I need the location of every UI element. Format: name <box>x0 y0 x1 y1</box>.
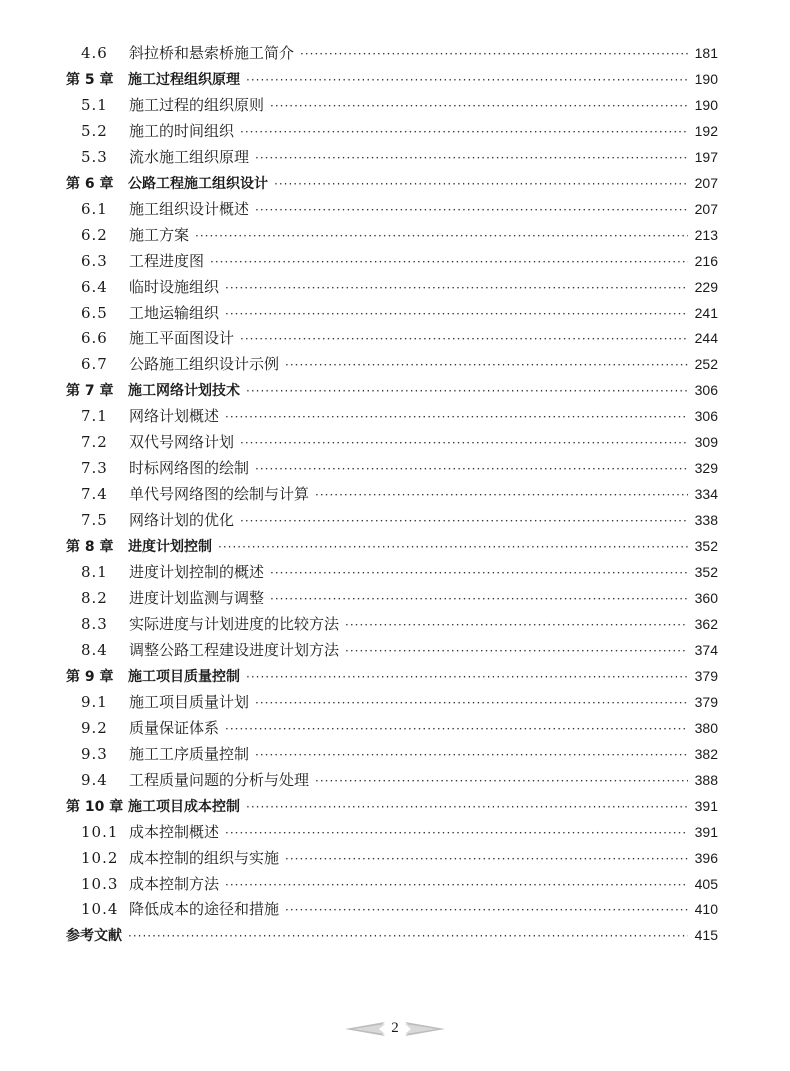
toc-entry-page: 244 <box>694 330 718 347</box>
toc-entry-page: 306 <box>694 408 718 425</box>
dot-leader <box>195 224 688 250</box>
toc-section-entry[interactable] <box>66 249 718 275</box>
toc-section-entry[interactable] <box>66 768 718 794</box>
toc-entry-number: 7.2 <box>81 433 108 452</box>
toc-section-entry[interactable] <box>66 404 718 430</box>
toc-entry-page: 181 <box>694 45 718 61</box>
toc-entry-number: 第 8 章 <box>66 539 114 556</box>
toc-entry-number: 4.6 <box>81 44 108 62</box>
toc-entry-title: 参考文献 <box>66 928 122 945</box>
toc-chapter-entry[interactable] <box>66 794 718 820</box>
toc-entry-number: 5.2 <box>81 121 108 140</box>
toc-section-entry[interactable] <box>66 612 718 638</box>
page-number: 2 <box>391 1020 399 1036</box>
toc-entry-title: 工地运输组织 <box>129 303 220 322</box>
toc-entry-number: 9.4 <box>81 770 108 789</box>
toc-entry-page: 190 <box>694 96 718 113</box>
toc-section-entry[interactable] <box>66 326 718 352</box>
toc-section-entry[interactable] <box>66 820 718 846</box>
toc-section-entry[interactable] <box>66 301 718 327</box>
toc-chapter-entry[interactable] <box>66 171 718 197</box>
dot-leader <box>246 379 688 405</box>
toc-entry-number: 7.4 <box>81 485 108 504</box>
toc-entry-title: 进度计划监测与调整 <box>129 589 265 608</box>
toc-entry-title: 成本控制方法 <box>129 874 220 893</box>
toc-entry-number: 第 6 章 <box>66 175 114 192</box>
toc-entry-number: 9.2 <box>81 718 108 737</box>
dot-leader <box>285 353 688 379</box>
toc-entry-number: 7.3 <box>81 459 108 478</box>
toc-entry-number: 10.3 <box>81 874 119 893</box>
toc-entry-number: 10.2 <box>81 848 119 867</box>
toc-entry-page: 380 <box>694 719 718 736</box>
toc-entry-title: 网络计划概述 <box>129 407 220 426</box>
toc-entry-title: 进度计划控制的概述 <box>129 563 265 582</box>
dot-leader <box>270 587 688 613</box>
toc-entry-title: 工程质量问题的分析与处理 <box>129 770 310 789</box>
toc-entry-page: 410 <box>694 901 718 918</box>
toc-entry-page: 306 <box>694 382 718 399</box>
toc-entry-page: 309 <box>694 434 718 451</box>
toc-entry-title: 临时设施组织 <box>129 277 220 296</box>
toc-entry-page: 415 <box>694 927 718 944</box>
toc-entry-title: 成本控制概述 <box>129 822 220 841</box>
toc-section-entry[interactable] <box>66 560 718 586</box>
toc-section-entry[interactable] <box>66 456 718 482</box>
page-footer <box>0 1020 790 1037</box>
toc-entry-title: 施工项目质量计划 <box>129 692 250 711</box>
dot-leader <box>240 327 688 353</box>
toc-entry-page: 190 <box>694 70 718 87</box>
toc-chapter-entry[interactable] <box>66 378 718 404</box>
dot-leader <box>255 457 688 483</box>
dot-leader <box>246 795 688 821</box>
dot-leader <box>270 561 688 587</box>
toc-section-entry[interactable] <box>66 275 718 301</box>
toc-entry-number: 9.1 <box>81 692 108 711</box>
toc-entry-number: 10.1 <box>81 822 119 841</box>
table-of-contents <box>66 41 718 949</box>
toc-entry-number: 9.3 <box>81 744 108 763</box>
toc-entry-page: 396 <box>694 849 718 866</box>
toc-entry-page: 352 <box>694 538 718 555</box>
toc-entry-number: 6.2 <box>81 225 108 244</box>
toc-entry-number: 8.3 <box>81 614 108 633</box>
toc-section-entry[interactable] <box>66 430 718 456</box>
toc-entry-number: 第 10 章 <box>66 798 124 815</box>
toc-entry-number: 8.2 <box>81 589 108 608</box>
toc-entry-page: 391 <box>694 823 718 840</box>
toc-entry-number: 6.4 <box>81 277 108 296</box>
toc-entry-page: 362 <box>694 615 718 632</box>
dot-leader <box>315 769 688 795</box>
toc-section-entry[interactable] <box>66 93 718 119</box>
toc-section-entry[interactable] <box>66 508 718 534</box>
toc-entry-page: 405 <box>694 875 718 892</box>
dot-leader <box>255 691 688 717</box>
toc-entry-page: 197 <box>694 148 718 165</box>
toc-entry-page: 388 <box>694 771 718 788</box>
toc-entry-title: 工程进度图 <box>129 251 205 270</box>
toc-entry-number: 6.3 <box>81 251 108 270</box>
toc-section-entry[interactable] <box>66 223 718 249</box>
toc-entry-number: 8.1 <box>81 563 108 582</box>
dot-leader <box>240 120 688 146</box>
dot-leader <box>285 898 688 924</box>
toc-entry-page: 391 <box>694 797 718 814</box>
dot-leader <box>255 198 688 224</box>
dot-leader <box>315 483 688 509</box>
toc-entry-number: 5.1 <box>81 95 108 114</box>
dot-leader <box>128 924 688 950</box>
toc-entry-page: 216 <box>694 252 718 269</box>
dot-leader <box>285 847 688 873</box>
toc-entry-title: 双代号网络计划 <box>129 433 235 452</box>
toc-section-entry[interactable] <box>66 197 718 223</box>
toc-entry-title: 公路工程施工组织设计 <box>128 175 268 192</box>
toc-entry-title: 施工平面图设计 <box>129 329 235 348</box>
toc-section-entry[interactable] <box>66 119 718 145</box>
toc-entry-title: 单代号网络图的绘制与计算 <box>129 485 310 504</box>
dot-leader <box>218 535 688 561</box>
toc-chapter-entry[interactable] <box>66 534 718 560</box>
toc-entry-number: 第 7 章 <box>66 383 114 400</box>
dot-leader <box>255 146 688 172</box>
toc-entry-title: 流水施工组织原理 <box>129 147 250 166</box>
toc-entry-title: 质量保证体系 <box>129 718 220 737</box>
toc-entry-page: 374 <box>694 641 718 658</box>
toc-entry-title: 进度计划控制 <box>128 539 212 556</box>
dot-leader <box>240 509 688 535</box>
dot-leader <box>225 873 688 899</box>
toc-entry-number: 6.1 <box>81 199 108 218</box>
dot-leader <box>270 94 688 120</box>
toc-entry-page: 192 <box>694 122 718 139</box>
toc-section-entry[interactable] <box>66 586 718 612</box>
right-arrow-ornament-icon <box>405 1022 445 1036</box>
toc-entry-title: 网络计划的优化 <box>129 511 235 530</box>
toc-section-entry[interactable] <box>66 872 718 898</box>
toc-entry-page: 334 <box>694 486 718 503</box>
dot-leader <box>345 613 688 639</box>
dot-leader <box>300 42 688 68</box>
toc-section-entry[interactable] <box>66 638 718 664</box>
toc-entry-number: 6.5 <box>81 303 108 322</box>
left-arrow-ornament-icon <box>345 1022 385 1036</box>
toc-entry-page: 352 <box>694 564 718 581</box>
toc-section-entry[interactable] <box>66 482 718 508</box>
toc-entry-number: 10.4 <box>81 900 119 919</box>
dot-leader <box>246 68 688 94</box>
toc-entry-page: 338 <box>694 512 718 529</box>
toc-entry-page: 241 <box>694 304 718 321</box>
toc-entry-page: 329 <box>694 460 718 477</box>
dot-leader <box>345 639 688 665</box>
toc-section-entry[interactable] <box>66 742 718 768</box>
dot-leader <box>240 431 688 457</box>
toc-entry-title: 调整公路工程建设进度计划方法 <box>129 640 340 659</box>
toc-entry-number: 7.5 <box>81 511 108 530</box>
toc-entry-page: 229 <box>694 278 718 295</box>
toc-chapter-entry[interactable] <box>66 664 718 690</box>
toc-section-entry[interactable] <box>66 145 718 171</box>
toc-entry-title: 斜拉桥和悬索桥施工简介 <box>129 44 295 62</box>
dot-leader <box>225 717 688 743</box>
toc-entry-page: 360 <box>694 590 718 607</box>
toc-entry-title: 施工工序质量控制 <box>129 744 250 763</box>
toc-entry-page: 207 <box>694 200 718 217</box>
toc-section-entry[interactable] <box>66 897 718 923</box>
dot-leader <box>225 821 688 847</box>
toc-entry-title: 实际进度与计划进度的比较方法 <box>129 614 340 633</box>
toc-entry-title: 公路施工组织设计示例 <box>129 355 280 374</box>
toc-entry-title: 施工过程组织原理 <box>128 71 240 88</box>
toc-entry-title: 施工的时间组织 <box>129 121 235 140</box>
toc-section-entry[interactable] <box>66 41 718 67</box>
toc-entry-title: 施工过程的组织原则 <box>129 95 265 114</box>
toc-entry-number: 5.3 <box>81 147 108 166</box>
toc-entry-title: 时标网络图的绘制 <box>129 459 250 478</box>
toc-entry-title: 降低成本的途径和措施 <box>129 900 280 919</box>
toc-section-entry[interactable] <box>66 690 718 716</box>
toc-section-entry[interactable] <box>66 846 718 872</box>
dot-leader <box>274 172 688 198</box>
toc-chapter-entry[interactable] <box>66 67 718 93</box>
toc-entry-page: 379 <box>694 667 718 684</box>
toc-entry-number: 6.7 <box>81 355 108 374</box>
toc-entry-title: 施工项目成本控制 <box>128 798 240 815</box>
toc-entry-page: 382 <box>694 745 718 762</box>
toc-section-entry[interactable] <box>66 352 718 378</box>
toc-section-entry[interactable] <box>66 716 718 742</box>
toc-entry-number: 7.1 <box>81 407 108 426</box>
toc-chapter-entry[interactable] <box>66 923 718 949</box>
toc-entry-number: 6.6 <box>81 329 108 348</box>
toc-entry-number: 第 9 章 <box>66 668 114 685</box>
toc-entry-title: 施工项目质量控制 <box>128 668 240 685</box>
dot-leader <box>225 276 688 302</box>
toc-entry-page: 379 <box>694 693 718 710</box>
toc-entry-page: 252 <box>694 356 718 373</box>
dot-leader <box>225 405 688 431</box>
toc-entry-number: 第 5 章 <box>66 71 114 88</box>
toc-entry-title: 成本控制的组织与实施 <box>129 848 280 867</box>
toc-entry-number: 8.4 <box>81 640 108 659</box>
dot-leader <box>210 250 688 276</box>
dot-leader <box>225 302 688 328</box>
toc-entry-page: 213 <box>694 226 718 243</box>
toc-entry-title: 施工网络计划技术 <box>128 383 240 400</box>
toc-entry-title: 施工方案 <box>129 225 190 244</box>
dot-leader <box>255 743 688 769</box>
dot-leader <box>246 665 688 691</box>
toc-entry-title: 施工组织设计概述 <box>129 199 250 218</box>
toc-entry-page: 207 <box>694 174 718 191</box>
